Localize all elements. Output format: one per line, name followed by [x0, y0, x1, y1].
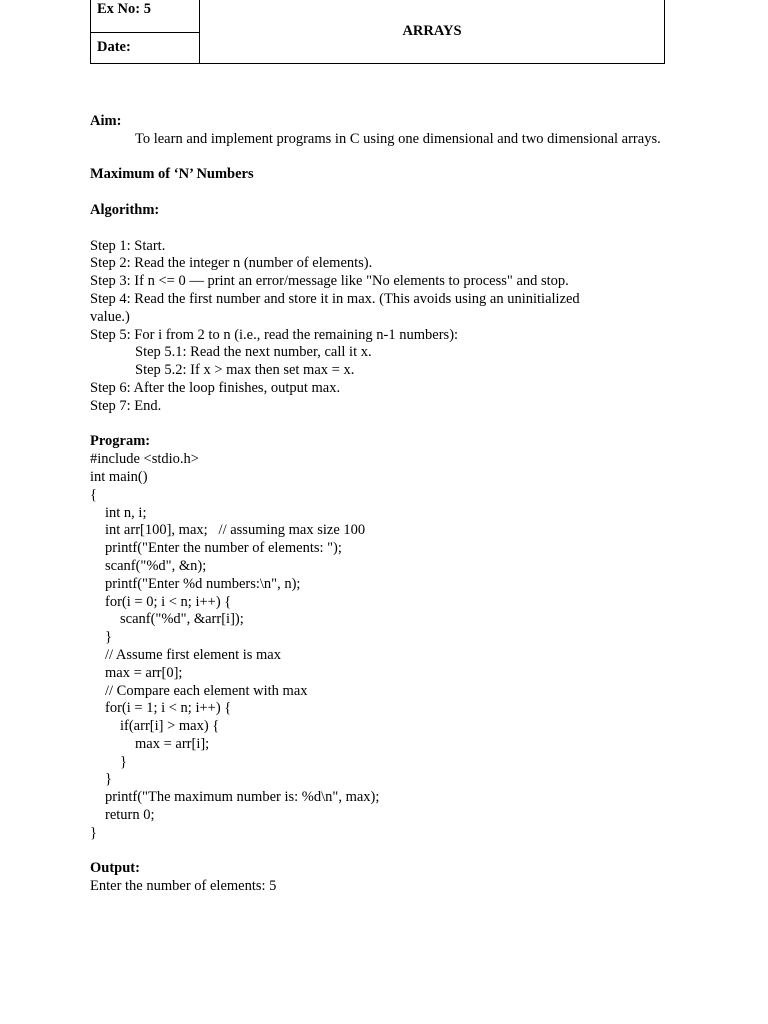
code-line: printf("Enter the number of elements: "); [105, 540, 342, 557]
code-line: } [105, 629, 112, 646]
algorithm-step: Step 1: Start. [90, 237, 166, 254]
document-body [90, 113, 677, 896]
code-line: } [105, 771, 112, 788]
algorithm-step: Step 7: End. [90, 397, 162, 414]
code-line: printf("Enter %d numbers:\n", n); [105, 575, 301, 592]
program-code [90, 451, 677, 843]
output-line: Enter the number of elements: 5 [90, 878, 277, 895]
algorithm-substep: Step 5.1: Read the next number, call it x. [135, 344, 372, 361]
code-line: } [120, 753, 127, 770]
section-title: Maximum of ‘N’ Numbers [90, 166, 254, 183]
code-line: for(i = 0; i < n; i++) { [105, 593, 232, 610]
code-line: // Assume first element is max [105, 646, 281, 663]
date-label: Date: [97, 39, 131, 56]
document-title: ARRAYS [402, 23, 462, 39]
algorithm-step: Step 4: Read the first number and store it in max. (This avoids using an uninitialized [90, 290, 580, 307]
output-heading: Output: [90, 860, 140, 877]
algorithm-heading: Algorithm: [90, 201, 160, 218]
code-line: for(i = 1; i < n; i++) { [105, 700, 232, 717]
header-table [90, 0, 665, 64]
algorithm-step: Step 6: After the loop finishes, output max. [90, 379, 341, 396]
code-line: { [90, 486, 97, 503]
code-line: max = arr[0]; [105, 664, 183, 681]
aim-heading: Aim: [90, 113, 122, 129]
algorithm-step: Step 5: For i from 2 to n (i.e., read the remaining n-1 numbers): [90, 326, 459, 343]
algorithm-steps [90, 238, 677, 416]
ex-no-label: Ex No: 5 [91, 0, 199, 33]
code-line: int arr[100], max; // assuming max size 100 [105, 522, 366, 539]
algorithm-step: value.) [90, 308, 130, 325]
code-line: if(arr[i] > max) { [120, 718, 220, 735]
code-line: int n, i; [105, 504, 147, 521]
code-line: max = arr[i]; [135, 735, 210, 752]
header-left-column [91, 0, 200, 63]
code-line: int main() [90, 468, 148, 485]
code-line: #include <stdio.h> [90, 451, 199, 468]
program-heading: Program: [90, 433, 151, 450]
code-line: return 0; [105, 807, 155, 824]
code-line: scanf("%d", &n); [105, 557, 207, 574]
algorithm-step: Step 2: Read the integer n (number of elements). [90, 255, 373, 272]
aim-text: To learn and implement programs in C using one dimensional and two dimensional arrays. [135, 130, 661, 147]
code-line: } [90, 824, 97, 841]
algorithm-substep: Step 5.2: If x > max then set max = x. [135, 362, 355, 379]
code-line: // Compare each element with max [105, 682, 308, 699]
code-line: printf("The maximum number is: %d\n", max); [105, 789, 380, 806]
algorithm-step: Step 3: If n <= 0 — print an error/message like "No elements to process" and stop. [90, 273, 569, 290]
code-line: scanf("%d", &arr[i]); [120, 611, 244, 628]
